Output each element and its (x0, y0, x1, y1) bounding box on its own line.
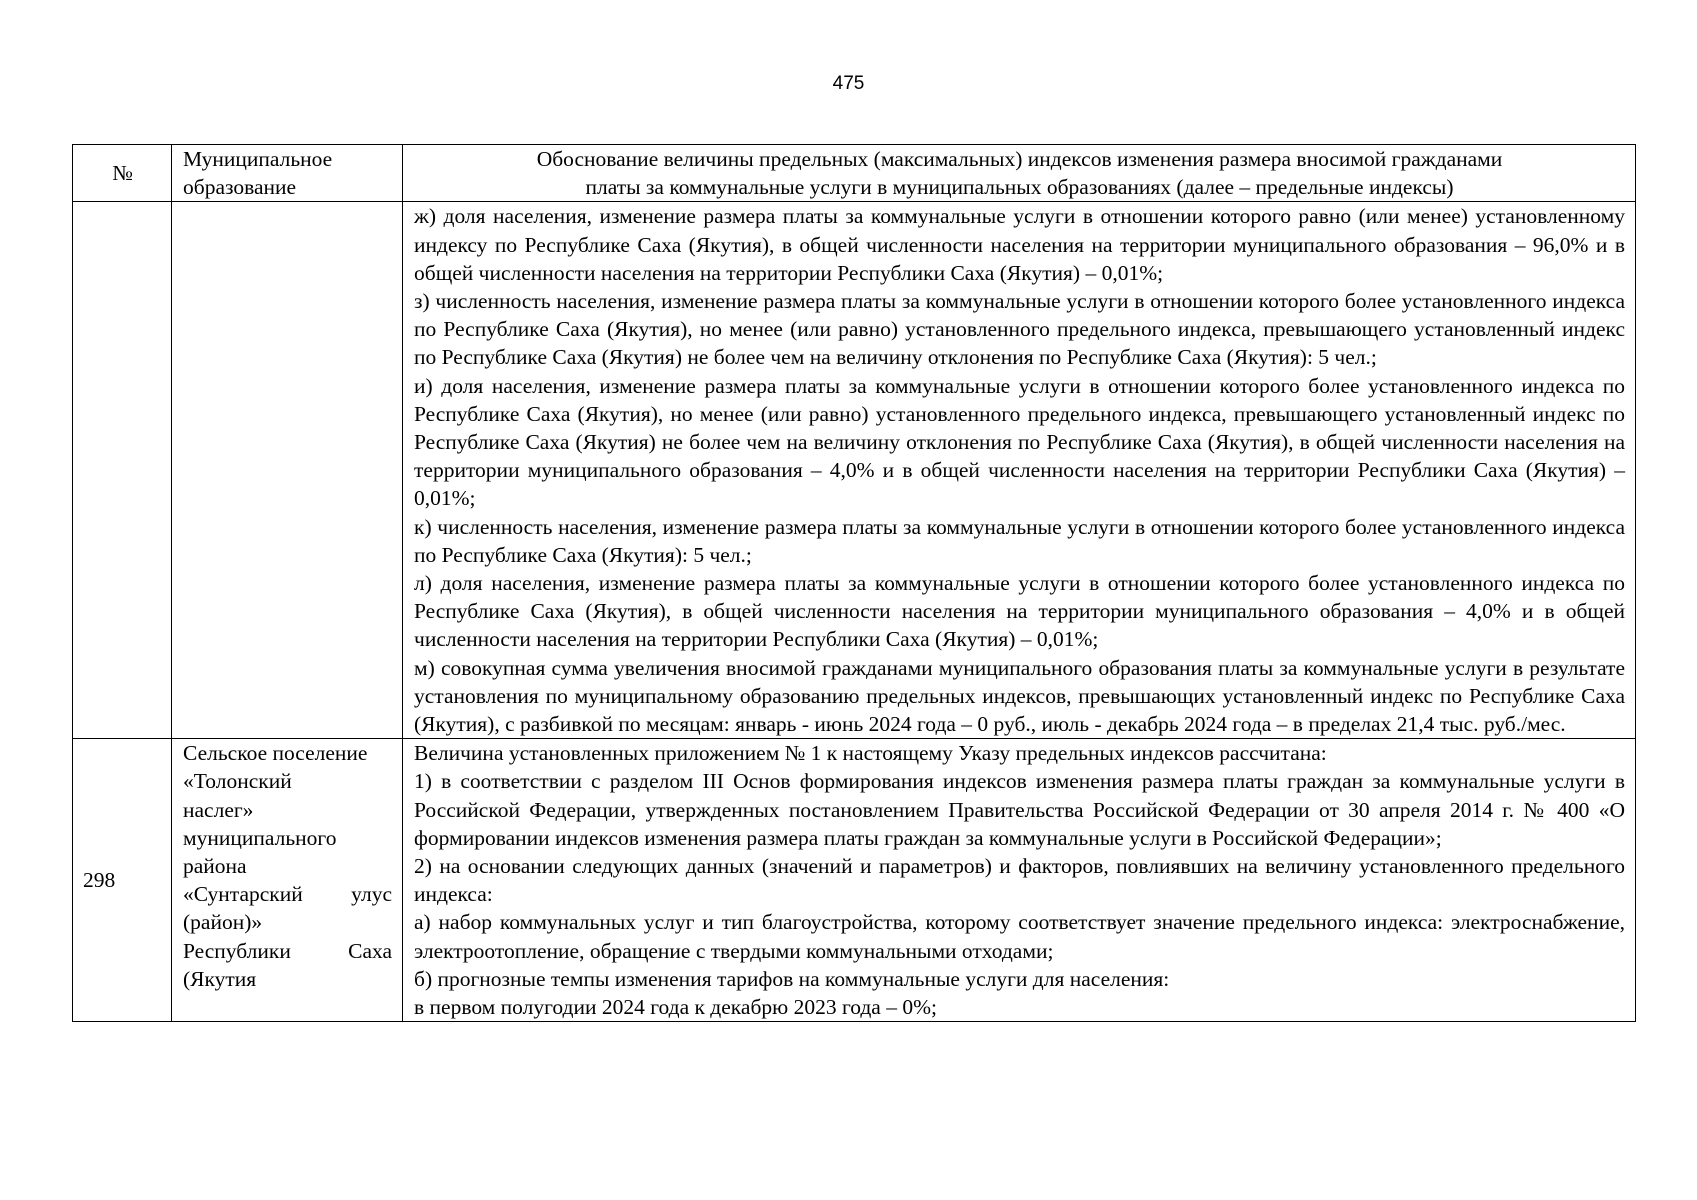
municipality-line: наслег» (183, 797, 254, 822)
row-justification (403, 202, 1636, 739)
municipality-line: (район)» (183, 910, 263, 935)
justification-paragraph: л) доля населения, изменение размера платы за коммунальные услуги в отношении которого более установленного индекса по Республике Саха (Якутия), в общей численности населения на территории муниципального образования – 4,0% и в общей численности населения на территории Республики Саха (Якутия) – 0,01%; (414, 571, 1625, 652)
header-justification-line: Обоснование величины предельных (максимальных) индексов изменения размера вносимой гражданами (536, 147, 1503, 171)
header-municipality-line: Муниципальное (183, 147, 333, 171)
justification-paragraph: Величина установленных приложением № 1 к настоящему Указу предельных индексов рассчитана: (414, 741, 1327, 766)
justification-paragraph: 1) в соответствии с разделом III Основ формирования индексов изменения размера платы граждан за коммунальные услуги в Российской Федерации, утвержденных постановлением Правительства Российской Федерации от 30 апреля 2014 г. № 400 «О формировании индексов изменения размера платы граждан за коммунальные услуги в Российской Федерации»; (414, 769, 1625, 850)
header-municipality (172, 145, 403, 202)
municipality-line: (Якутия (183, 966, 257, 991)
justification-paragraph: а) набор коммунальных услуг и тип благоустройства, которому соответствует значение предельного индекса: электроснабжение, электроотопление, обращение с твердыми коммунальными отходами; (414, 910, 1625, 963)
table-row (73, 202, 1636, 739)
row-number (73, 202, 172, 739)
header-municipality-line: образование (183, 175, 297, 200)
justification-paragraph: з) численность населения, изменение размера платы за коммунальные услуги в отношении которого более установленного индекса по Республике Саха (Якутия), но менее (или равно) установленного предельного индекса, превышающего установленный индекс по Республике Саха (Якутия) не более чем на величину отклонения по Республике Саха (Якутия): 5 чел.; (414, 289, 1625, 370)
header-number: № (73, 145, 172, 202)
municipality-line: муниципального (183, 825, 337, 850)
header-justification (403, 145, 1636, 202)
municipality-line: Сельское поселение (183, 741, 368, 766)
table-header-row (73, 145, 1636, 202)
municipality-line: «Сунтарский улус (183, 882, 392, 907)
justification-paragraph: 2) на основании следующих данных (значений и параметров) и факторов, повлиявших на величину установленного предельного индекса: (414, 854, 1625, 907)
justification-paragraph: и) доля населения, изменение размера платы за коммунальные услуги в отношении которого более установленного индекса по Республике Саха (Якутия), но менее (или равно) установленного предельного индекса, превышающего установленный индекс по Республике Саха (Якутия) не более чем на величину отклонения по Республике Саха (Якутия), в общей численности населения на территории муниципального образования – 4,0% и в общей численности населения на территории Республики Саха (Якутия) – 0,01%; (414, 373, 1625, 511)
index-justification-table (72, 144, 1636, 1022)
justification-paragraph: м) совокупная сумма увеличения вносимой гражданами муниципального образования платы за коммунальные услуги в результате установления по муниципальному образованию предельных индексов, превышающих установленный индекс по Республике Саха (Якутия), с разбивкой по месяцам: январь - июнь 2024 года – 0 руб., июль - декабрь 2024 года – в пределах 21,4 тыс. руб./мес. (414, 655, 1625, 737)
justification-paragraph: ж) доля населения, изменение размера платы за коммунальные услуги в отношении которого равно (или менее) установленному индексу по Республике Саха (Якутия), в общей численности населения на территории муниципального образования – 96,0% и в общей численности населения на территории Республики Саха (Якутия) – 0,01%; (414, 204, 1625, 285)
justification-paragraph: к) численность населения, изменение размера платы за коммунальные услуги в отношении которого более установленного индекса по Республике Саха (Якутия): 5 чел.; (414, 514, 1625, 567)
row-municipality (172, 202, 403, 739)
row-number: 298 (73, 739, 172, 1022)
justification-paragraph: б) прогнозные темпы изменения тарифов на коммунальные услуги для населения: (414, 966, 1170, 991)
table-row (73, 739, 1636, 1022)
municipality-line: Республики Саха (183, 938, 392, 963)
row-justification (403, 739, 1636, 1022)
justification-paragraph: в первом полугодии 2024 года к декабрю 2023 года – 0%; (414, 995, 937, 1020)
header-justification-line: платы за коммунальные услуги в муниципальных образованиях (далее – предельные индексы) (585, 175, 1454, 200)
municipality-line: «Толонский (183, 769, 292, 794)
row-municipality (172, 739, 403, 1022)
municipality-line: района (183, 854, 247, 879)
page-number: 475 (832, 73, 865, 94)
